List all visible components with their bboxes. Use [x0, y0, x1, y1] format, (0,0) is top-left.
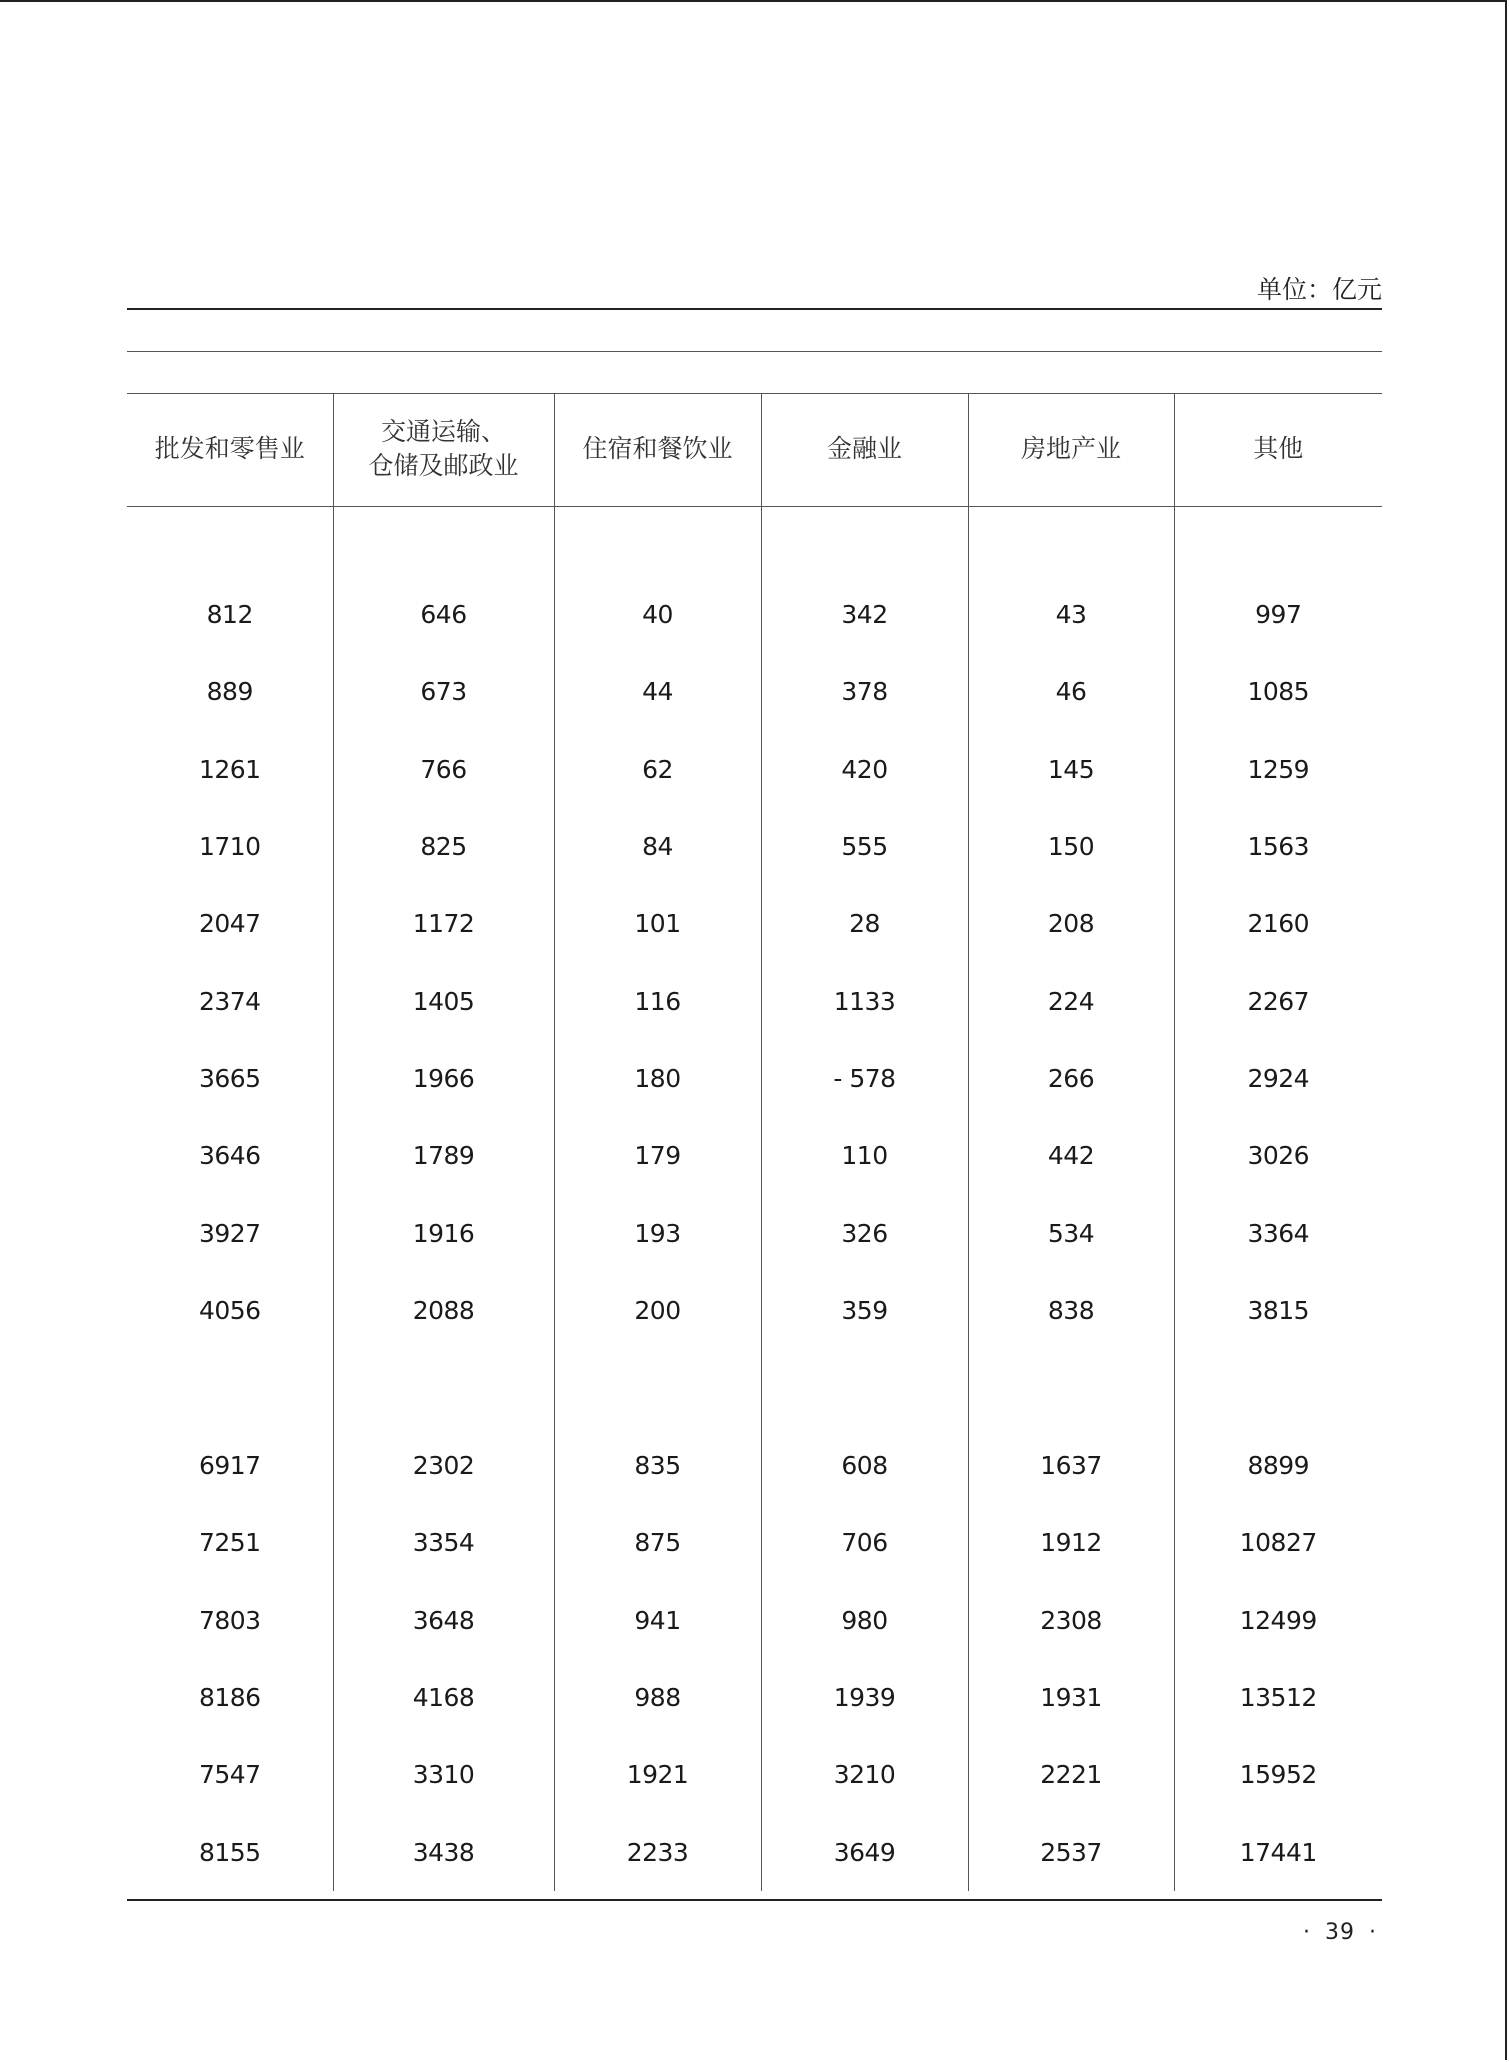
table-cell: 180: [554, 1040, 761, 1117]
table-row: [127, 1813, 1382, 1890]
table-cell: 15952: [1174, 1736, 1382, 1813]
table-cell: 3354: [333, 1504, 554, 1581]
table-cell: 442: [968, 1117, 1174, 1194]
table-cell: 2374: [198, 986, 261, 1016]
unit-label: 单位：亿元: [1256, 275, 1382, 304]
table-cell: 8899: [1174, 1427, 1382, 1504]
table-cell: 13512: [1174, 1659, 1382, 1736]
table-cell: 3438: [333, 1813, 554, 1890]
page-number-dot-right: ·: [1369, 1920, 1377, 1945]
table-cell: 3310: [333, 1736, 554, 1813]
table-cell: 193: [554, 1194, 761, 1271]
column-header-accommodation-catering: 住宿和餐饮业: [554, 393, 761, 505]
table-cell: 8186: [198, 1683, 261, 1712]
table-cell: 224: [968, 962, 1174, 1039]
table-cell: 980: [761, 1582, 968, 1659]
table-row: [127, 1427, 1382, 1504]
table-cell: 988: [554, 1659, 761, 1736]
table-cell: 3815: [1174, 1272, 1382, 1349]
page-number-value: 39: [1325, 1920, 1355, 1945]
spacer-row: [127, 1349, 1382, 1427]
table-row: [127, 1117, 1382, 1194]
table-cell: 4056: [198, 1295, 261, 1325]
table-cell: 3665: [198, 1063, 261, 1093]
table-cell: 145: [968, 731, 1174, 808]
table-cell: 2267: [1174, 962, 1382, 1039]
table-cell: 2088: [333, 1272, 554, 1349]
table-cell: 3364: [1174, 1194, 1382, 1271]
table-cell: 608: [761, 1427, 968, 1504]
table-cell: 179: [554, 1117, 761, 1194]
table-cell: 46: [968, 653, 1174, 730]
table-cell: 3210: [761, 1736, 968, 1813]
column-header-transport-storage-post: 交通运输、 仓储及邮政业: [333, 393, 554, 505]
table-cell: 4168: [333, 1659, 554, 1736]
table-cell: 875: [554, 1504, 761, 1581]
table-cell: 359: [761, 1272, 968, 1349]
table-cell: 3648: [333, 1582, 554, 1659]
table-cell: 812: [206, 600, 253, 630]
table-cell: 1921: [554, 1736, 761, 1813]
table-row: [127, 885, 1382, 962]
table-cell: 101: [554, 885, 761, 962]
table-cell: 420: [761, 731, 968, 808]
table-row: [127, 576, 1382, 653]
table-cell: 62: [554, 731, 761, 808]
table-cell: 3649: [761, 1813, 968, 1890]
header-rule-upper: [127, 351, 1382, 352]
table-cell: 706: [761, 1504, 968, 1581]
table-cell: 1563: [1174, 808, 1382, 885]
table-cell: 889: [206, 677, 253, 707]
table-cell: 2160: [1174, 885, 1382, 962]
table-row: [127, 731, 1382, 808]
table-cell: 378: [761, 653, 968, 730]
table-cell: 150: [968, 808, 1174, 885]
spacer-row: [127, 505, 1382, 576]
table-cell: 110: [761, 1117, 968, 1194]
table-cell: 1133: [761, 962, 968, 1039]
table-cell: 7251: [198, 1528, 261, 1558]
table-cell: 766: [333, 731, 554, 808]
table-row: [127, 1659, 1382, 1736]
column-header-finance: 金融业: [761, 393, 968, 505]
table-cell: 1912: [968, 1504, 1174, 1581]
table-cell: 7547: [198, 1760, 261, 1790]
table-cell: 28: [761, 885, 968, 962]
table-cell: 2233: [554, 1813, 761, 1890]
table-cell: 1939: [761, 1659, 968, 1736]
table-cell: 342: [761, 576, 968, 653]
table-cell: 1261: [198, 754, 261, 784]
table-row: [127, 1272, 1382, 1349]
table-cell: 40: [554, 576, 761, 653]
column-header-wholesale-retail: 批发和零售业: [154, 434, 305, 463]
table-cell: 1710: [198, 832, 261, 862]
table-cell: 1966: [333, 1040, 554, 1117]
table-cell: 646: [333, 576, 554, 653]
table-cell: 2302: [333, 1427, 554, 1504]
table-cell: 326: [761, 1194, 968, 1271]
table-cell: 1789: [333, 1117, 554, 1194]
industry-value-table: [127, 393, 1382, 1891]
table-cell: 200: [554, 1272, 761, 1349]
table-cell: 8155: [198, 1837, 261, 1867]
table-cell: 941: [554, 1582, 761, 1659]
table-row: [127, 653, 1382, 730]
table-cell: - 578: [761, 1040, 968, 1117]
table-cell: 1259: [1174, 731, 1382, 808]
table-cell: 1637: [968, 1427, 1174, 1504]
table-cell: 44: [554, 653, 761, 730]
table-cell: 534: [968, 1194, 1174, 1271]
table-row: [127, 808, 1382, 885]
table-cell: 1405: [333, 962, 554, 1039]
table-cell: 17441: [1174, 1813, 1382, 1890]
table-cell: 1085: [1174, 653, 1382, 730]
table-cell: 835: [554, 1427, 761, 1504]
table-cell: 3646: [198, 1141, 261, 1171]
table-cell: 2221: [968, 1736, 1174, 1813]
top-rule: [127, 308, 1382, 310]
table-bottom-rule: [127, 1899, 1382, 1901]
table-cell: 266: [968, 1040, 1174, 1117]
table-cell: 2924: [1174, 1040, 1382, 1117]
page-number: [1289, 1920, 1391, 1945]
table-cell: 997: [1174, 576, 1382, 653]
table-cell: 1172: [333, 885, 554, 962]
table-cell: 10827: [1174, 1504, 1382, 1581]
table-cell: 1916: [333, 1194, 554, 1271]
table-cell: 3026: [1174, 1117, 1382, 1194]
table-cell: 673: [333, 653, 554, 730]
page-number-dot-left: ·: [1303, 1920, 1311, 1945]
table-cell: 2047: [198, 909, 261, 939]
table-row: [127, 1194, 1382, 1271]
table-cell: 825: [333, 808, 554, 885]
table-cell: 3927: [198, 1218, 261, 1248]
table-cell: 116: [554, 962, 761, 1039]
table-cell: 12499: [1174, 1582, 1382, 1659]
table-body: [127, 505, 1382, 1891]
table-cell: 1931: [968, 1659, 1174, 1736]
table-cell: 2537: [968, 1813, 1174, 1890]
table-row: [127, 1040, 1382, 1117]
column-header-real-estate: 房地产业: [968, 393, 1174, 505]
table-cell: 6917: [198, 1451, 261, 1481]
table-row: [127, 962, 1382, 1039]
table-row: [127, 1736, 1382, 1813]
table-cell: 84: [554, 808, 761, 885]
table-header-row: [127, 393, 1382, 505]
table-cell: 208: [968, 885, 1174, 962]
table-cell: 2308: [968, 1582, 1174, 1659]
table-cell: 43: [968, 576, 1174, 653]
table-cell: 555: [761, 808, 968, 885]
table-cell: 7803: [198, 1605, 261, 1635]
column-header-other: 其他: [1174, 393, 1382, 505]
table-row: [127, 1504, 1382, 1581]
table-row: [127, 1582, 1382, 1659]
table-cell: 838: [968, 1272, 1174, 1349]
